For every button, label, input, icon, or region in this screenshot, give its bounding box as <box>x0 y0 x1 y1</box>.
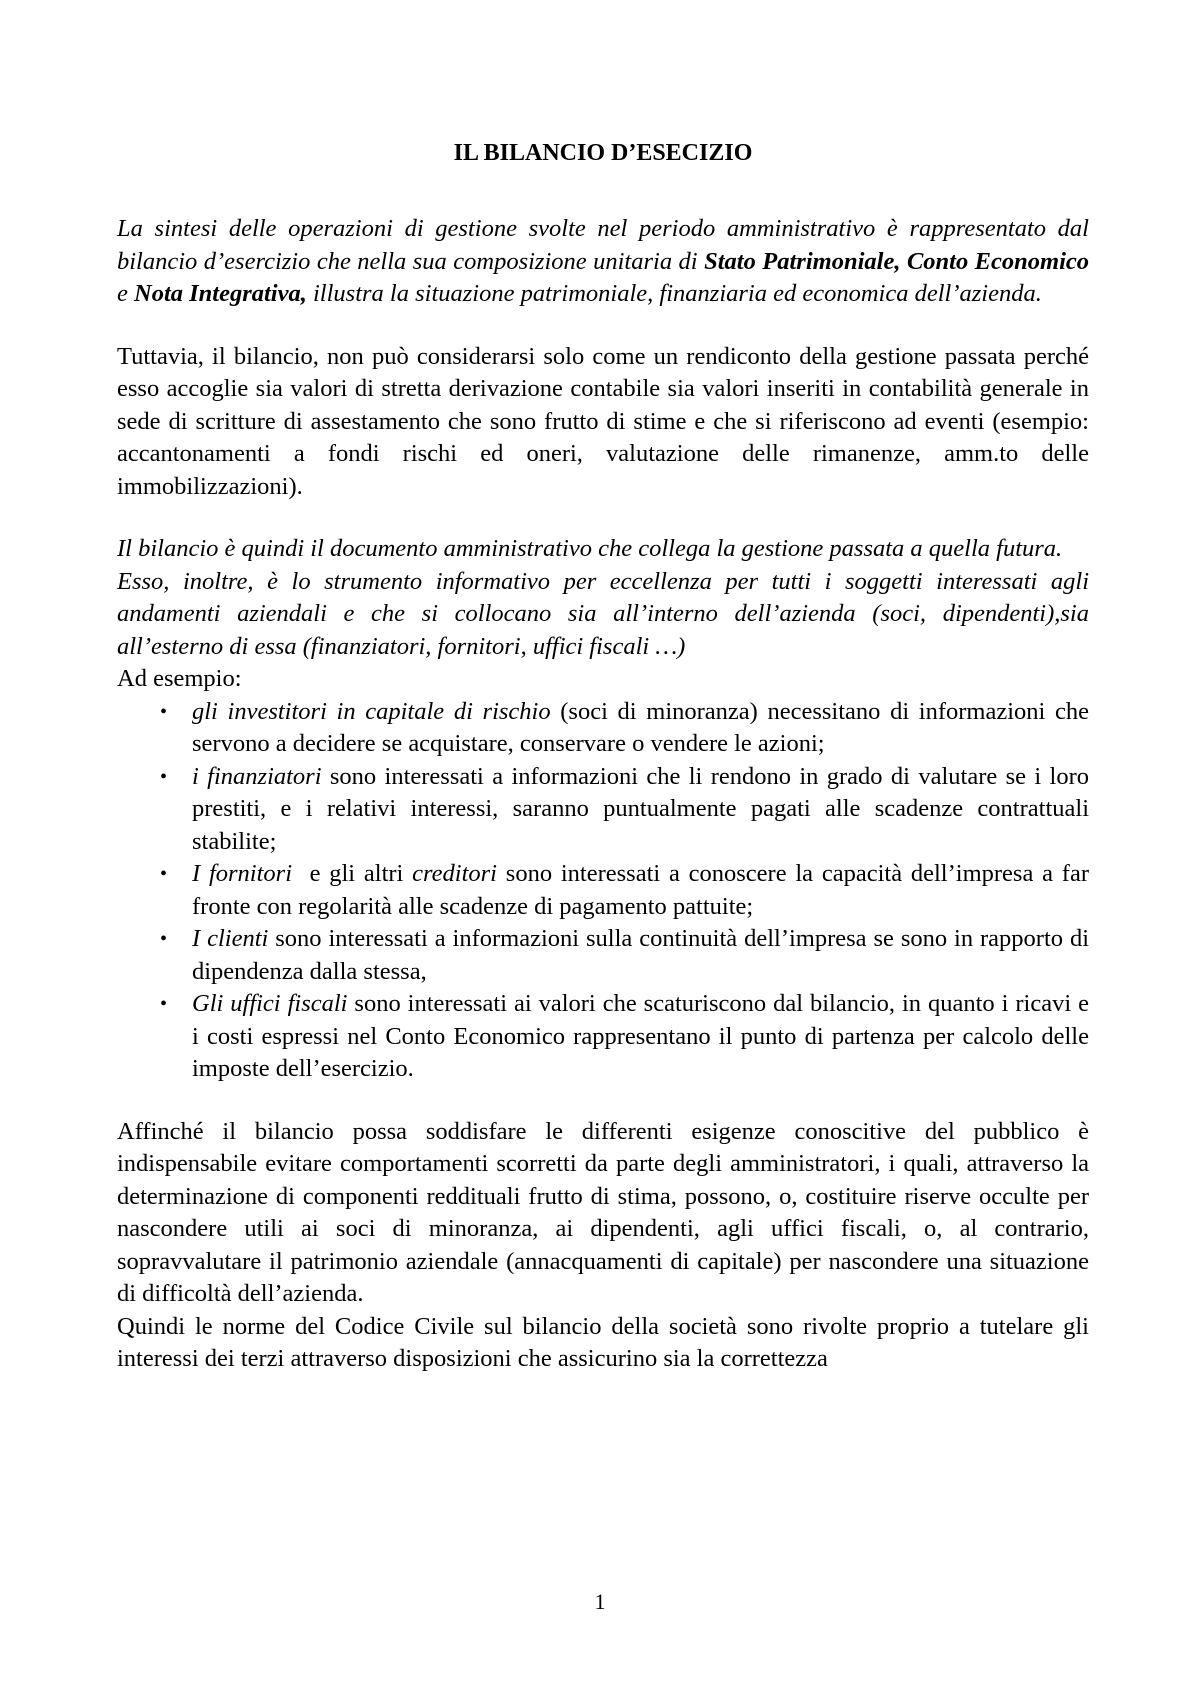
bullet-icon: • <box>160 863 168 885</box>
intro-text-3: e <box>117 280 134 307</box>
list-item-subject-secondary: creditori <box>412 860 497 887</box>
paragraph-affinche: Affinché il bilancio possa soddisfare le differenti esigenze conoscitive del pubblico è indispensabile evitare comportamenti scorretti da parte degli amministratori, i quali, attraverso la determinazione di componenti reddituali frutto di stima, possono, o, costituire riserve occulte per nascondere utili ai soci di minoranza, ai dipendenti, agli uffici fiscali, o, al contrario, sopravvalutare il patrimonio aziendale (annacquamenti di capitale) per nascondere una situazione di difficoltà dell’azienda. <box>117 1117 1089 1307</box>
list-item-subject: Gli uffici fiscali <box>192 990 348 1017</box>
intro-bold-stato-patrimoniale: Stato Patrimoniale, <box>704 247 901 275</box>
paragraph-quindi: Quindi le norme del Codice Civile sul bilancio della società sono rivolte proprio a tutelare gli interessi dei terzi attraverso disposizioni che assicurino sia la correttezza <box>117 1312 1089 1372</box>
list-item-connector: e gli altri <box>292 860 413 887</box>
document-title: IL BILANCIO D’ESECIZIO <box>453 140 753 166</box>
list-item-subject: i finanziatori <box>192 762 322 790</box>
list-item-text: sono interessati a conoscere la capacità dell’impresa a far fronte con regolarità alle scadenze di pagamento pattuite; <box>192 860 1089 920</box>
list-item-text: sono interessati ai valori che scaturiscono dal bilancio, in quanto i ricavi e i costi espressi nel Conto Economico rappresentano il punto di partenza per calcolo delle imposte dell’esercizio. <box>192 990 1089 1082</box>
list-item-subject: gli investitori in capitale di rischio <box>192 697 551 725</box>
example-label: Ad esempio: <box>117 665 242 692</box>
list-item-text: sono interessati a informazioni sulla continuità dell’impresa se sono in rapporto di dipendenza dalla stessa, <box>192 925 1089 985</box>
list-item <box>117 696 1089 761</box>
paragraph-spacer <box>117 1086 1089 1116</box>
intro-bold-nota-integrativa: Nota Integrativa, <box>134 280 307 307</box>
bullet-icon: • <box>160 993 168 1015</box>
paragraph-spacer <box>117 311 1089 341</box>
list-item <box>117 761 1089 859</box>
intro-text-1: La sintesi delle operazioni di gestione svolte nel periodo amministrativo è rappresentato dal bilancio d’esercizio che nella sua composizione unitaria di <box>117 215 1089 275</box>
list-item-text: sono interessati a informazioni che li rendono in grado di valutare se i loro prestiti, e i relativi interessi, saranno puntualmente pagati alle scadenze contrattuali stabilite; <box>192 762 1089 855</box>
bullet-icon: • <box>160 928 168 950</box>
page-number: 1 <box>594 1589 606 1614</box>
document-body <box>117 137 1089 1376</box>
stakeholder-list <box>117 696 1089 1086</box>
list-item <box>117 988 1089 1086</box>
list-item <box>117 923 1089 988</box>
intro-bold-conto-economico: Conto Economico <box>906 247 1090 275</box>
list-item-text: (soci di minoranza) necessitano di informazioni che servono a decidere se acquistare, conservare o vendere le azioni; <box>192 697 1089 757</box>
paragraph-bilancio-documento: Il bilancio è quindi il documento amministrativo che collega la gestione passata a quella futura. <box>117 535 1063 562</box>
paragraph-tuttavia: Tuttavia, il bilancio, non può considerarsi solo come un rendiconto della gestione passata perché esso accoglie sia valori di stretta derivazione contabile sia valori inseriti in contabilità generale in sede di scritture di assestamento che sono frutto di stime e che si riferiscono ad eventi (esempio: accantonamenti a fondi rischi ed oneri, valutazione delle rimanenze, amm.to delle immobilizzazioni). <box>117 342 1089 500</box>
list-item-subject: I clienti <box>192 925 269 952</box>
intro-paragraph <box>117 213 1089 311</box>
list-item <box>117 858 1089 923</box>
paragraph-strumento-informativo: Esso, inoltre, è lo strumento informativo per eccellenza per tutti i soggetti interessati agli andamenti aziendali e che si collocano sia all’interno dell’azienda (soci, dipendenti),sia all’esterno di essa (finanziatori, fornitori, uffici fiscali …) <box>117 567 1089 660</box>
intro-text-4: illustra la situazione patrimoniale, finanziaria ed economica dell’azienda. <box>306 280 1042 307</box>
bullet-icon: • <box>160 765 168 788</box>
list-item-subject: I fornitori <box>192 860 292 887</box>
paragraph-spacer <box>117 503 1089 533</box>
bullet-icon: • <box>160 700 168 723</box>
